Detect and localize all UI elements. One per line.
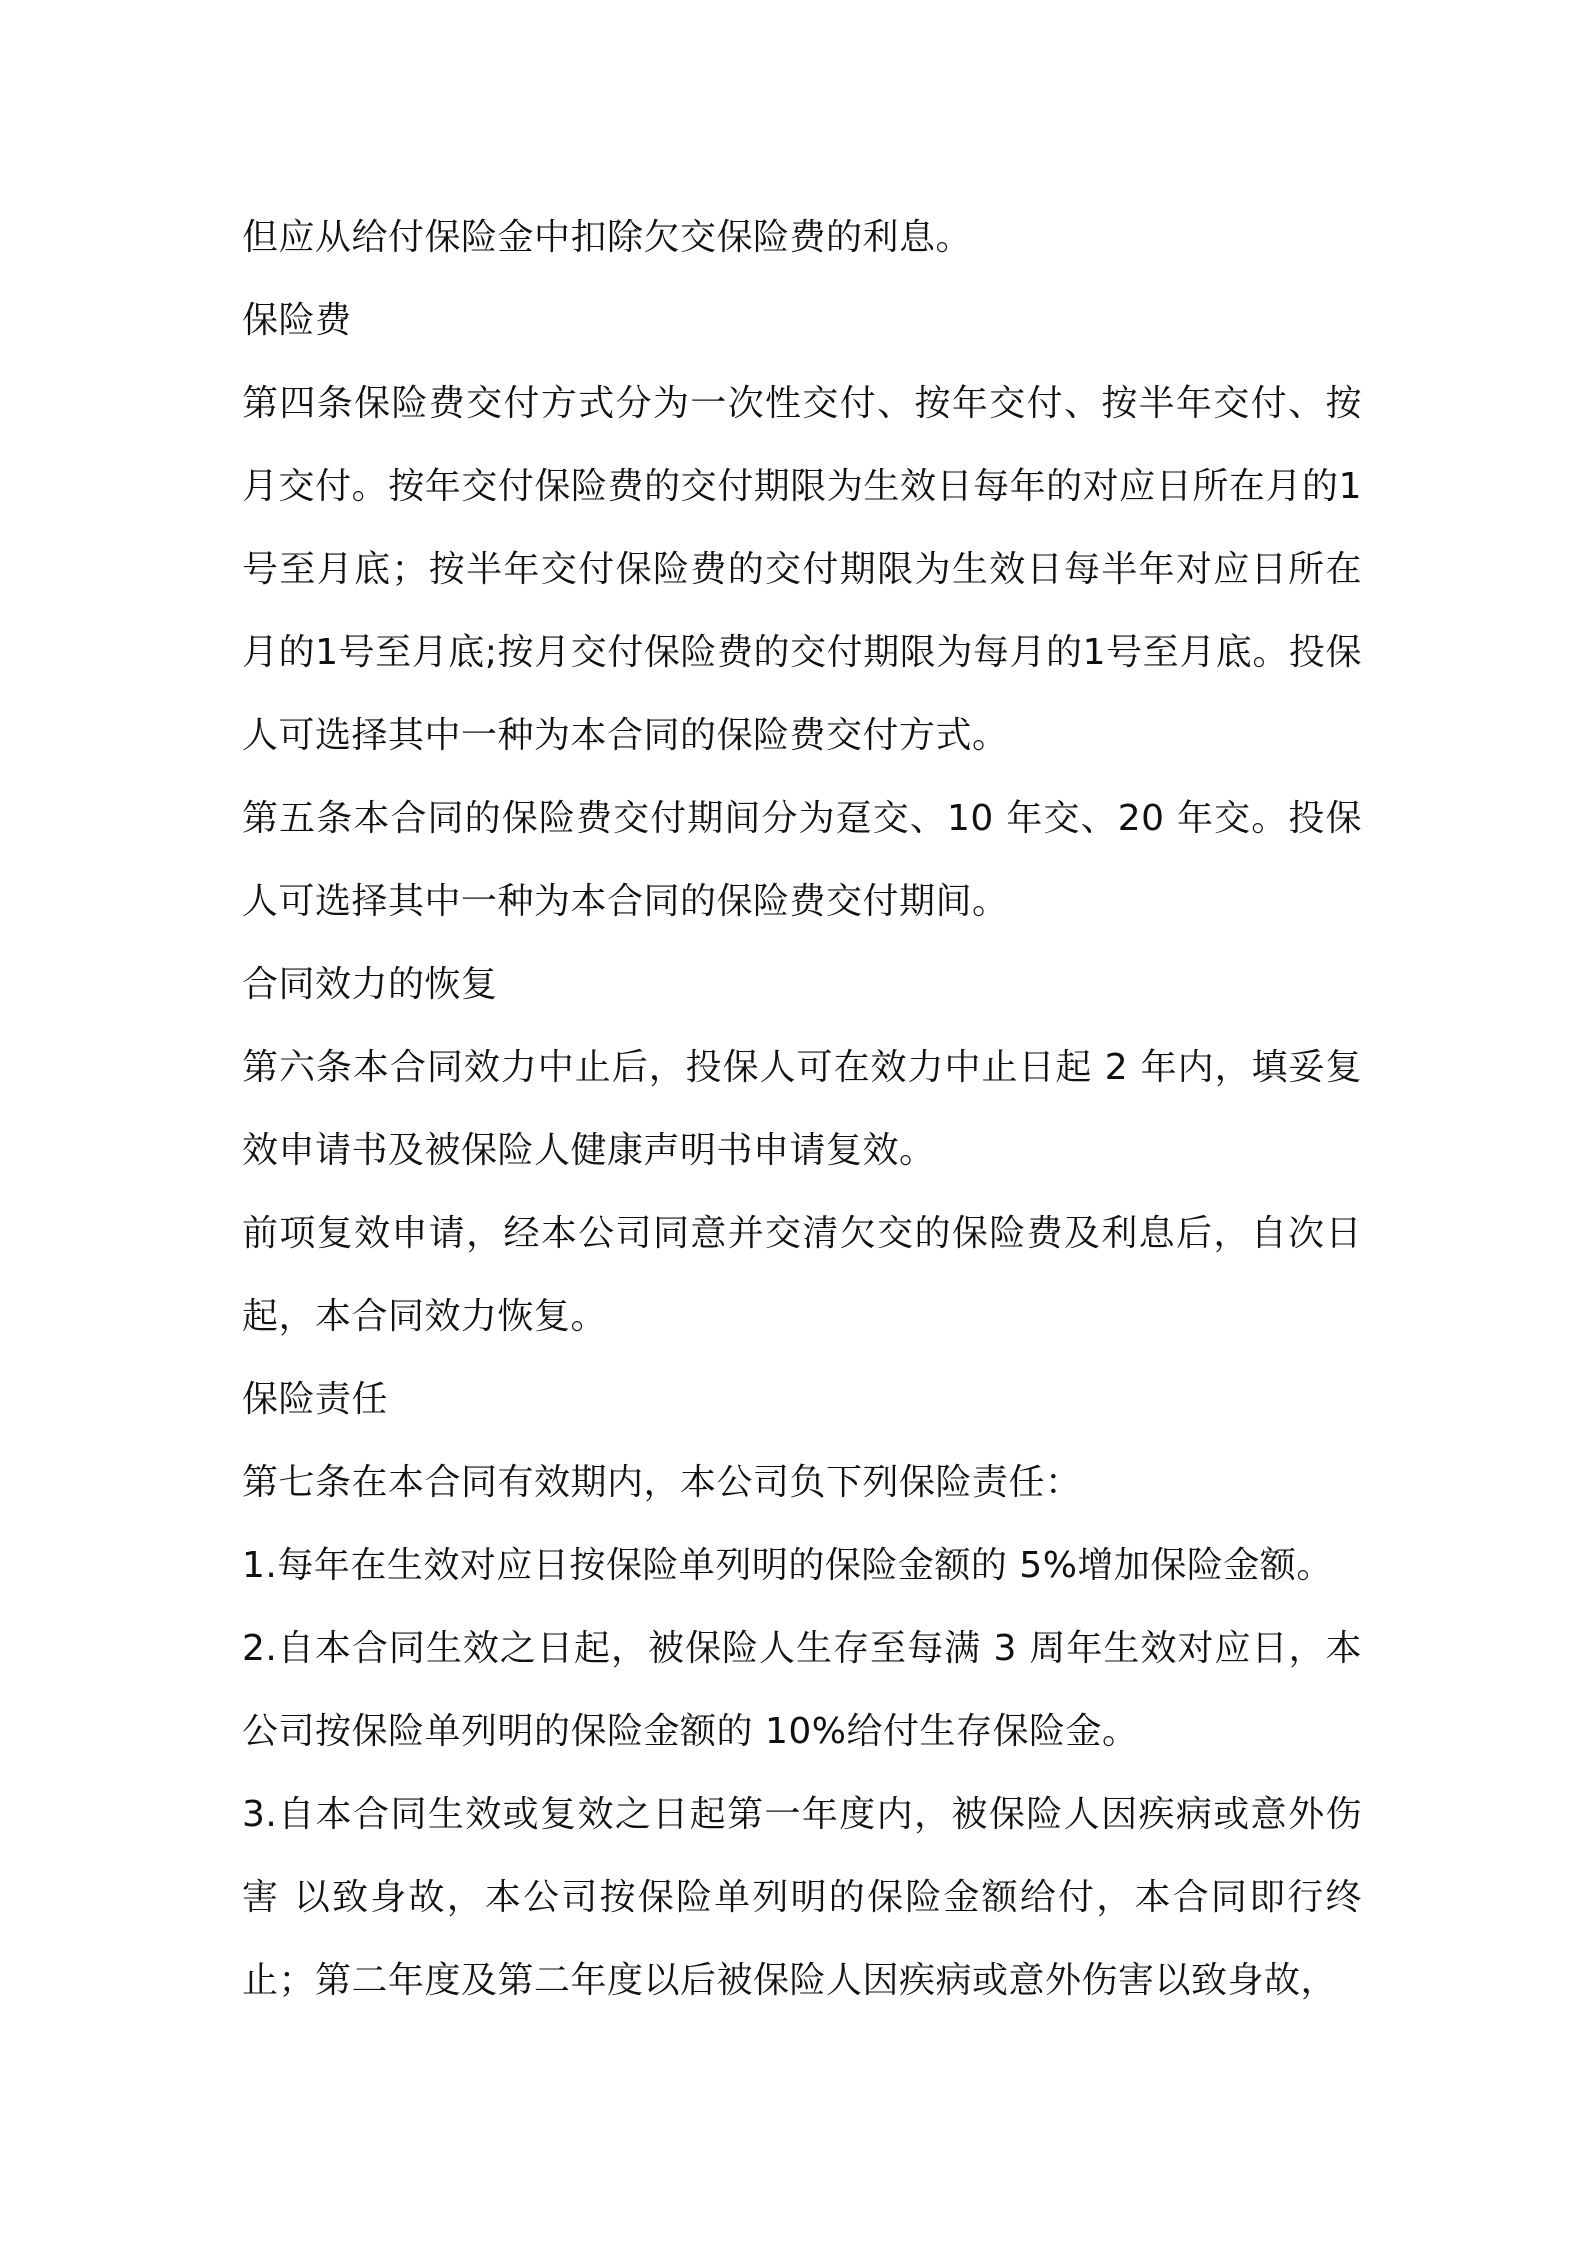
section-heading-reinstatement: 合同效力的恢复: [242, 964, 498, 1005]
section-heading-liability: 保险责任: [242, 1379, 389, 1420]
article-4-payment-method: 第四条保险费交付方式分为一次性交付、按年交付、按半年交付、按月交付。按年交付保险费的交付期限为生效日每年的对应日所在月的1号至月底；按半年交付保险费的交付期限为生效日每半年对应日所在月的1号至月底;按月交付保险费的交付期限为每月的1号至月底。投保人可选择其中一种为本合同的保险费交付方式。: [242, 383, 1362, 756]
liability-item-2: 2.自本合同生效之日起，被保险人生存至每满 3 周年生效对应日，本公司按保险单列明的保险金额的 10%给付生存保险金。: [242, 1628, 1362, 1752]
document-body: [242, 196, 1362, 2022]
article-6-reinstatement: 第六条本合同效力中止后，投保人可在效力中止日起 2 年内，填妥复效申请书及被保险人健康声明书申请复效。: [242, 1047, 1362, 1171]
article-5-payment-period: 第五条本合同的保险费交付期间分为趸交、10 年交、20 年交。投保人可选择其中一种为本合同的保险费交付期间。: [242, 798, 1362, 922]
liability-item-1: 1.每年在生效对应日按保险单列明的保险金额的 5%增加保险金额。: [242, 1545, 1333, 1586]
liability-item-3: 3.自本合同生效或复效之日起第一年度内，被保险人因疾病或意外伤害 以致身故，本公司按保险单列明的保险金额给付，本合同即行终止；第二年度及第二年度以后被保险人因疾病或意外伤害以致身故，: [242, 1794, 1362, 2001]
paragraph-reinstatement-approval: 前项复效申请，经本公司同意并交清欠交的保险费及利息后，自次日起，本合同效力恢复。: [242, 1213, 1362, 1337]
section-heading-premium: 保险费: [242, 300, 352, 341]
paragraph-interest-deduction: 但应从给付保险金中扣除欠交保险费的利息。: [242, 217, 973, 258]
article-7-liability-intro: 第七条在本合同有效期内，本公司负下列保险责任：: [242, 1462, 1082, 1503]
